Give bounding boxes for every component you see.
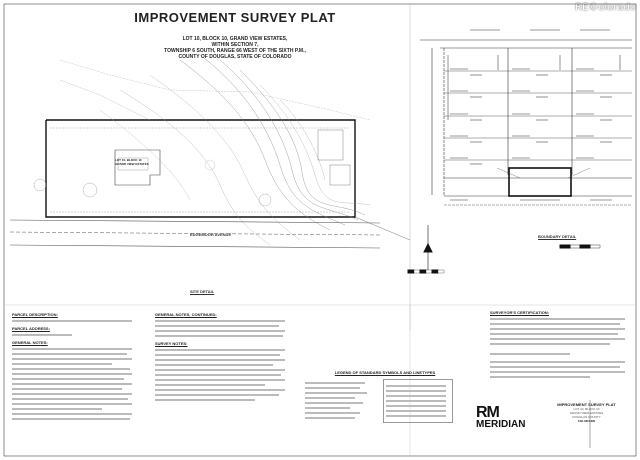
dimension-labels [448, 30, 620, 200]
legend [305, 370, 465, 423]
parcel-address-heading: PARCEL ADDRESS: [12, 326, 50, 331]
project-title: IMPROVEMENT SURVEY PLAT [557, 402, 616, 407]
subtitle-line: COUNTY OF DOUGLAS, STATE OF COLORADO [178, 54, 292, 60]
subtitle-line: TOWNSHIP 6 SOUTH, RANGE 66 WEST OF THE SIXTH P.M., [164, 48, 306, 54]
north-arrow [408, 225, 444, 273]
logo-meridian: MERIDIAN [476, 419, 526, 430]
scale-bar [560, 245, 600, 248]
boundary-detail-label: BOUNDARY DETAIL [538, 234, 577, 239]
firm-logo [476, 404, 534, 442]
watermark-logo: RE©olorado [575, 2, 636, 13]
project-subdivision: GRAND VIEW ESTATES [569, 411, 604, 415]
project-county: DOUGLAS COUNTY [572, 415, 601, 419]
subtitle-line: WITHIN SECTION 7, [211, 42, 259, 48]
site-plan [34, 55, 370, 245]
project-state: COLORADO [577, 419, 596, 423]
legend-heading: LEGEND OF STANDARD SYMBOLS AND LINETYPES [334, 370, 436, 375]
lot-boundary [46, 120, 355, 217]
logo-rm: RM [476, 404, 499, 421]
road-label: EDGEMOOR AVENUE [190, 232, 232, 237]
surveyor-certification-heading: SURVEYOR'S CERTIFICATION: [490, 310, 550, 315]
general-notes-heading: GENERAL NOTES: [12, 340, 48, 345]
general-notes-cont [155, 312, 295, 404]
lot-label: LOT 10, BLOCK 10 GRAND VIEW ESTATES [115, 158, 149, 166]
site-detail-label: SITE DETAIL [190, 289, 215, 294]
parcel-notes [12, 312, 142, 423]
boundary-detail [420, 40, 632, 205]
survey-notes-heading: SURVEY NOTES: [155, 341, 188, 346]
title-block [537, 402, 636, 423]
surveyor-certification [490, 310, 630, 381]
parcel-description-heading: PARCEL DESCRIPTION: [12, 312, 58, 317]
project-lot: LOT 10, BLOCK 10 [573, 407, 600, 411]
subtitle-line: LOT 10, BLOCK 10, GRAND VIEW ESTATES, [182, 36, 288, 42]
general-notes-cont-heading: GENERAL NOTES, CONTINUED: [155, 312, 217, 317]
page-title: IMPROVEMENT SURVEY PLAT [134, 10, 336, 25]
